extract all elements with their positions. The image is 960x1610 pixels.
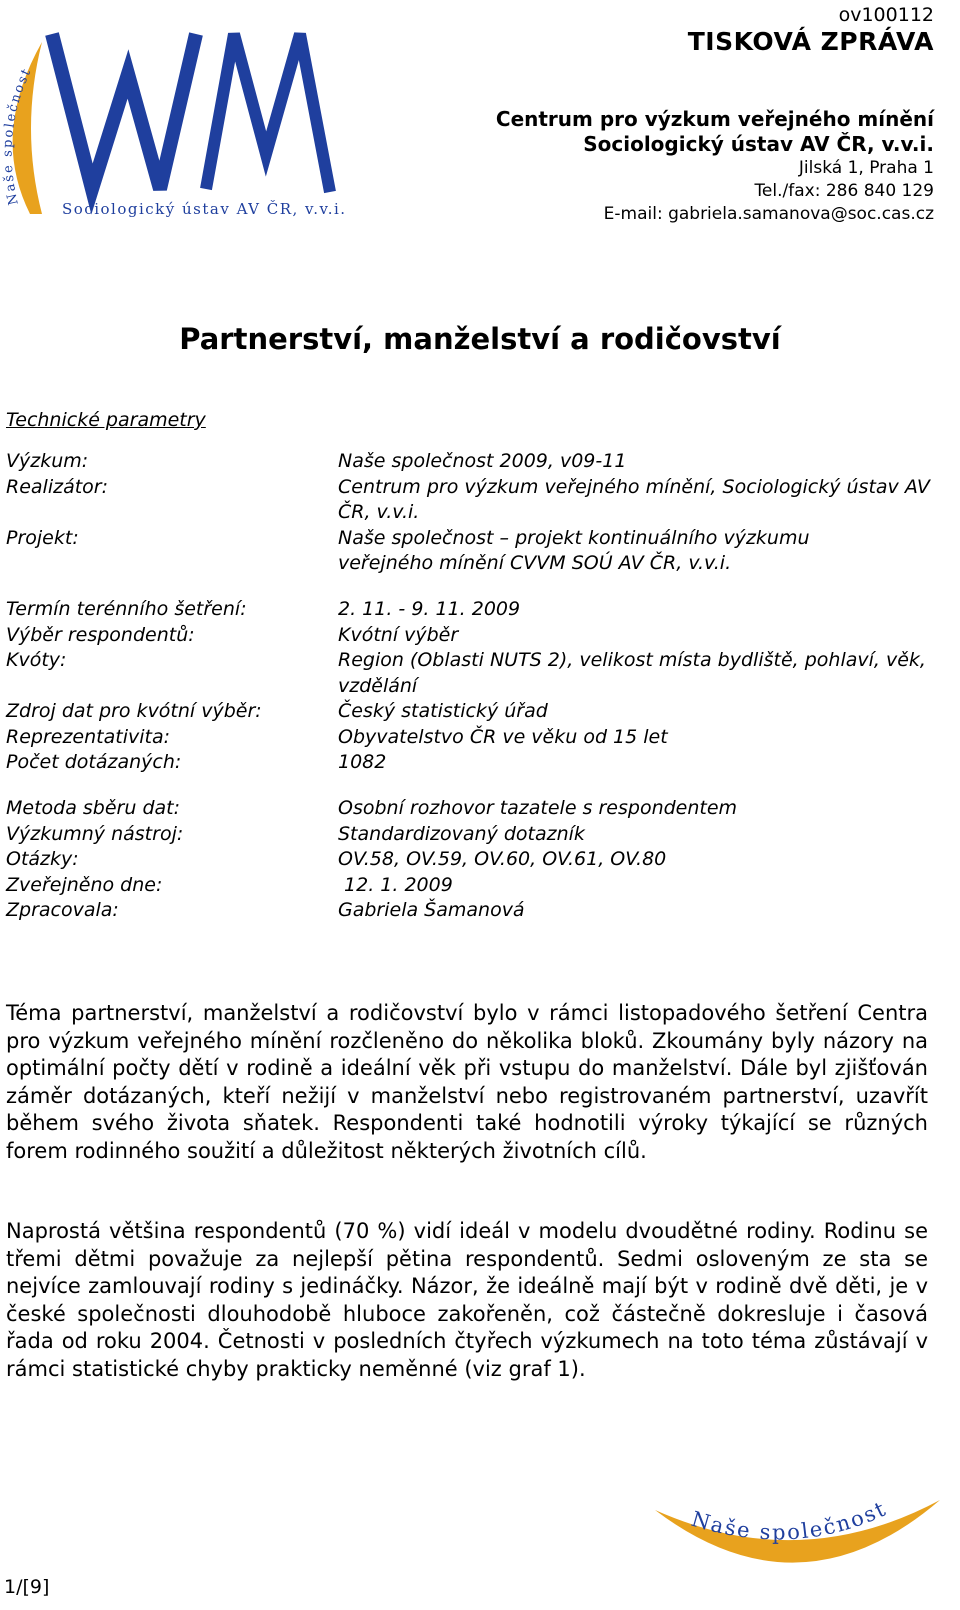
- logo-letter-m: [206, 34, 330, 192]
- param-value: 12. 1. 2009: [338, 873, 453, 896]
- param-value: 2. 11. - 9. 11. 2009: [338, 598, 521, 620]
- param-value: OV.58, OV.59, OV.60, OV.61, OV.80: [338, 848, 667, 870]
- param-value: Centrum pro výzkum veřejného mínění, Sociologický ústav AV ČR, v.v.i.: [338, 475, 930, 523]
- param-row: [6, 873, 956, 899]
- param-row: [6, 623, 956, 649]
- page-number: 1/[9]: [4, 1576, 50, 1598]
- param-label: Termín terénního šetření:: [6, 598, 247, 620]
- param-label: Kvóty:: [6, 649, 67, 671]
- param-row: [6, 475, 956, 526]
- param-label: Výběr respondentů:: [6, 623, 195, 646]
- param-label: Metoda sběru dat:: [6, 797, 180, 819]
- params-group-1: [6, 449, 956, 577]
- param-value: Český statistický úřad: [338, 700, 548, 722]
- param-value: Naše společnost – projekt kontinuálního výzkumu veřejného mínění CVVM SOÚ AV ČR, v.v.i.: [338, 526, 810, 574]
- param-label: Otázky:: [6, 848, 79, 870]
- institution-name: Centrum pro výzkum veřejného mínění: [495, 107, 934, 131]
- param-row: [6, 597, 956, 623]
- param-row: [6, 847, 956, 873]
- param-label: Zdroj dat pro kvótní výběr:: [6, 700, 262, 722]
- param-label: Počet dotázaných:: [6, 751, 182, 773]
- logo-letter-w: [52, 34, 196, 189]
- tech-params-heading: Technické parametry: [6, 409, 206, 431]
- param-row: [6, 796, 956, 822]
- params-group-3: [6, 796, 956, 924]
- body-paragraph-2: Naprostá většina respondentů (70 %) vidí ideál v modelu dvoudětné rodiny. Rodinu se třemi dětmi považuje za nejlepší pětina respondentů. Sedmi osloveným ze sta se nejvíce zamlouvají rodiny s jedináčky. Názor, že ideálně mají být v rodině dvě děti, je v české společnosti dlouhodobě hluboce zakořeněn, což částečně dokresluje i časová řada od roku 2004. Četnosti v posledních čtyřech výzkumech na toto téma zůstávají v rámci statistické chyby prakticky neměnné (viz graf 1).: [6, 1219, 928, 1381]
- param-label: Zpracovala:: [6, 899, 119, 921]
- param-label: Projekt:: [6, 526, 79, 549]
- params-group-2: [6, 597, 956, 776]
- nase-spolecnost-logo: [650, 1480, 950, 1590]
- institution-subname: Sociologický ústav AV ČR, v.v.i.: [583, 132, 934, 156]
- param-value: Region (Oblasti NUTS 2), velikost místa bydliště, pohlaví, věk, vzdělání: [338, 649, 926, 697]
- param-label: Výzkum:: [6, 450, 89, 472]
- phone: Tel./fax: 286 840 129: [754, 181, 934, 201]
- document-code: ov100112: [838, 4, 934, 26]
- param-label: Zveřejněno dne:: [6, 873, 163, 896]
- footer-logo-text: Naše společnost: [688, 1496, 891, 1545]
- logo-caption: Sociologický ústav AV ČR, v.v.i.: [62, 200, 347, 218]
- param-row: [6, 750, 956, 776]
- param-value: 1082: [338, 751, 387, 773]
- param-row: [6, 898, 956, 924]
- param-label: Reprezentativita:: [6, 725, 170, 748]
- wm-logo: [0, 14, 360, 234]
- param-label: Realizátor:: [6, 475, 108, 498]
- email: E-mail: gabriela.samanova@soc.cas.cz: [603, 204, 934, 224]
- document-title: Partnerství, manželství a rodičovství: [179, 322, 781, 356]
- press-release-label: TISKOVÁ ZPRÁVA: [687, 27, 934, 56]
- param-value: Obyvatelstvo ČR ve věku od 15 let: [338, 725, 668, 748]
- param-row: [6, 699, 956, 725]
- param-row: [6, 449, 956, 475]
- logo-arc-text: Naše společnost: [0, 65, 35, 207]
- param-value: Kvótní výběr: [338, 623, 459, 646]
- param-label: Výzkumný nástroj:: [6, 822, 184, 845]
- param-value: Gabriela Šamanová: [338, 899, 525, 921]
- param-value: Osobní rozhovor tazatele s respondentem: [338, 797, 738, 819]
- param-row: [6, 725, 956, 751]
- param-value: Naše společnost 2009, v09-11: [338, 450, 627, 472]
- param-row: [6, 648, 956, 699]
- body-paragraph-1: Téma partnerství, manželství a rodičovství bylo v rámci listopadového šetření Centra pro výzkum veřejného mínění rozčleněno do několika bloků. Zkoumány byly názory na optimální počty dětí v rodině a ideální věk při vstupu do manželství. Dále byl zjišťován záměr dotázaných, kteří nežijí v manželství nebo registrovaném partnerství, uzavřít během svého života sňatek. Respondenti také hodnotili výroky týkající se různých forem rodinného soužití a důležitost některých životních cílů.: [6, 1001, 928, 1163]
- param-row: [6, 822, 956, 848]
- param-value: Standardizovaný dotazník: [338, 822, 585, 845]
- param-row: [6, 526, 956, 577]
- address: Jilská 1, Praha 1: [798, 158, 934, 178]
